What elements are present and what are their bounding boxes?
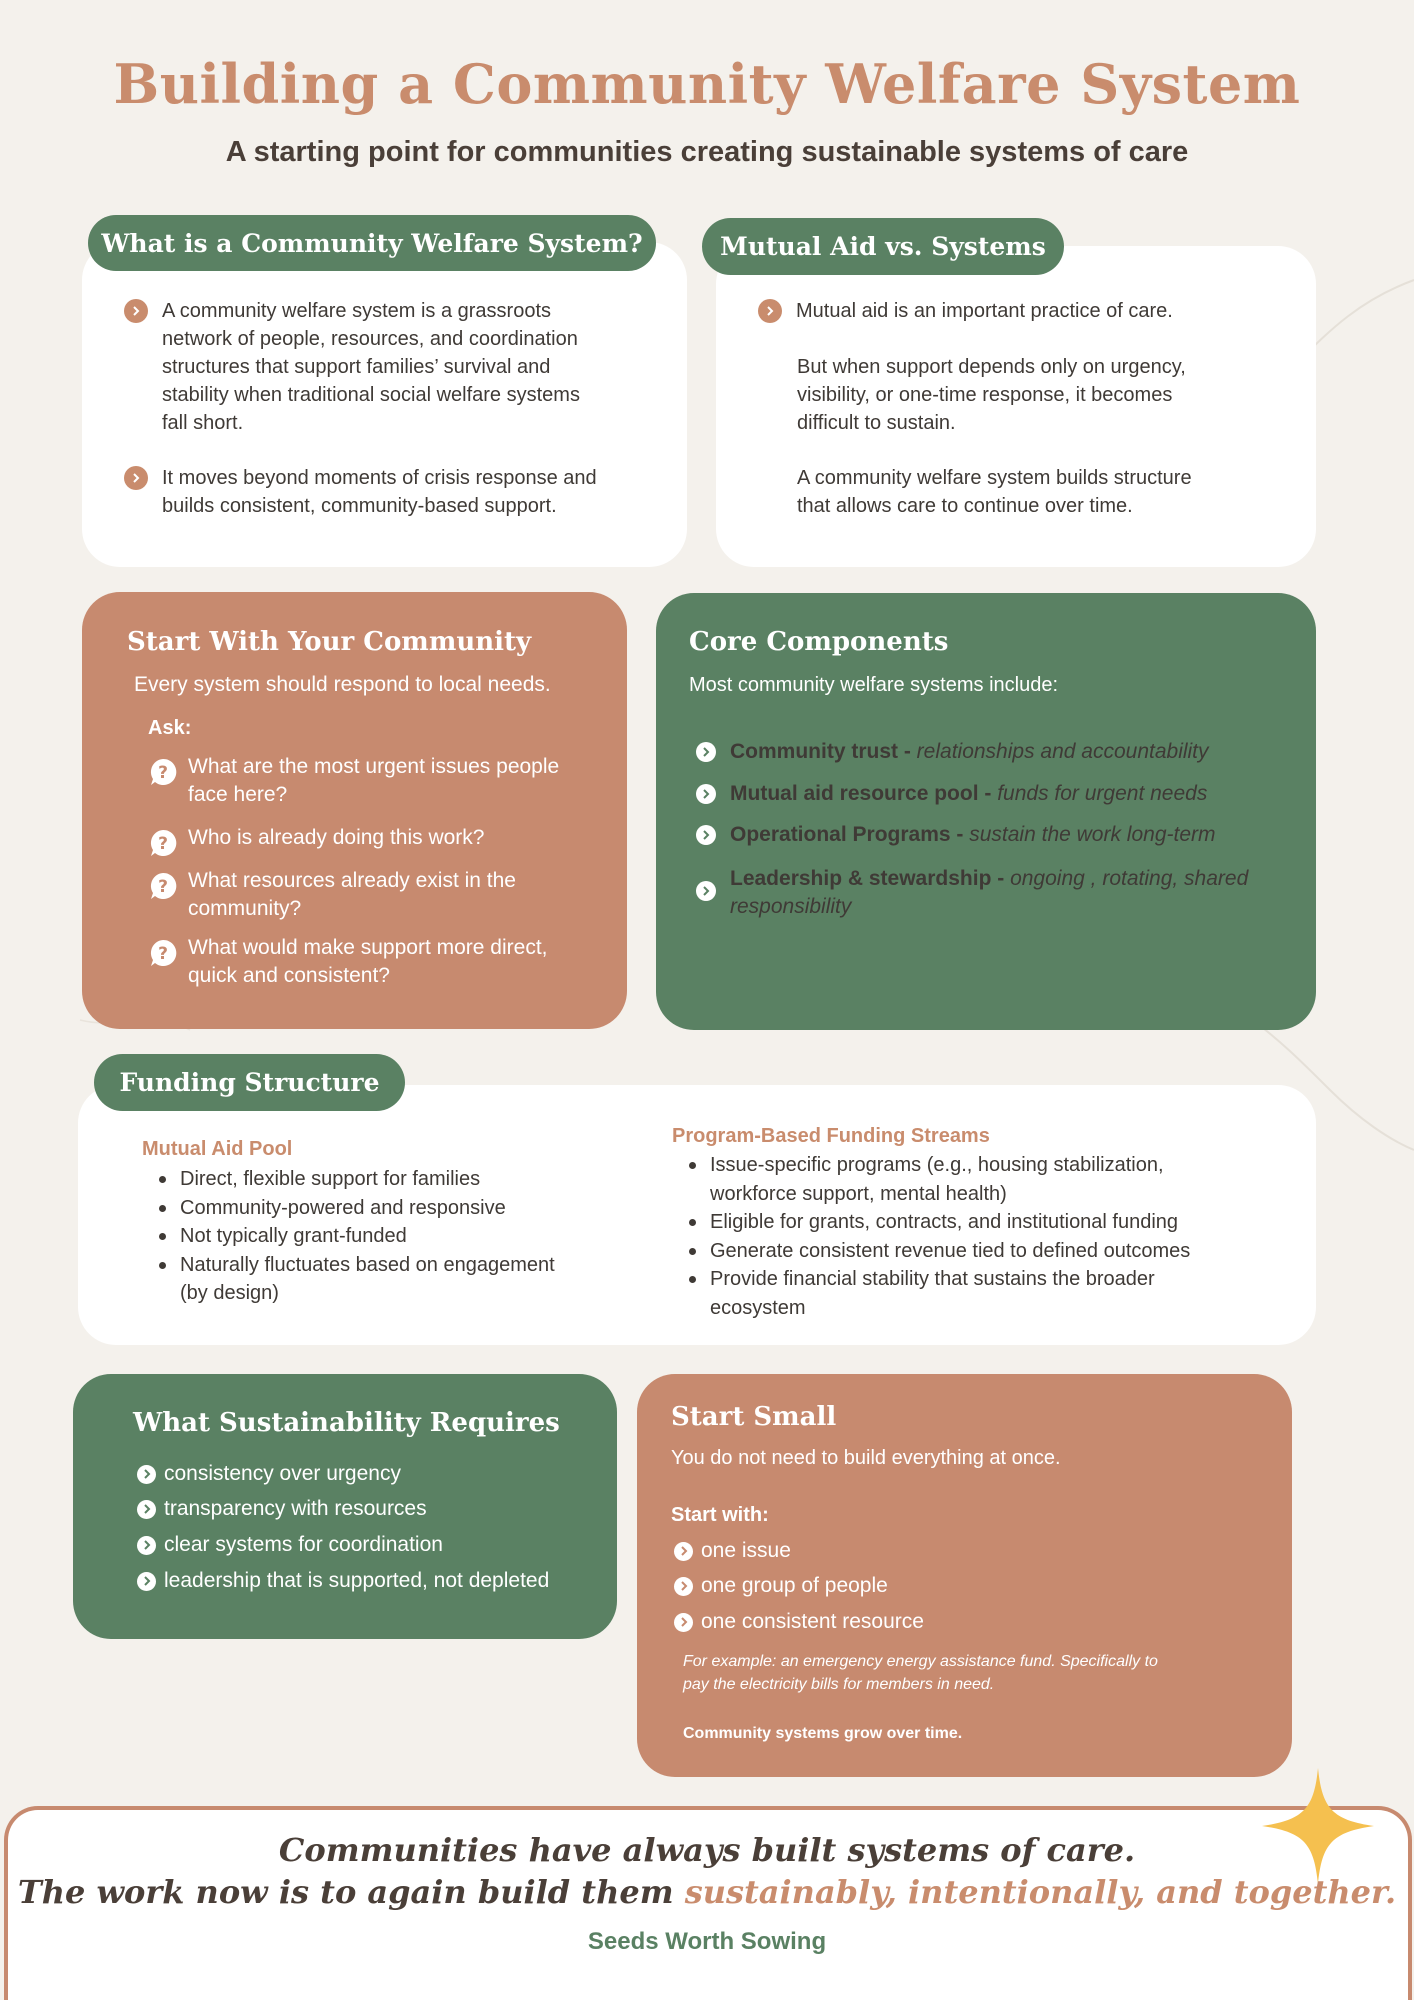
- core-item-1-label: Community trust -: [730, 740, 917, 763]
- what-is-bullet-1-text: A community welfare system is a grassroots network of people, resources, and coordination structures that support families’ survival and stability when traditional social welfare systems fall short.: [162, 300, 580, 434]
- core-components-intro: Most community welfare systems include:: [689, 674, 1059, 696]
- core-item-2-desc: funds for urgent needs: [997, 782, 1208, 805]
- chevron-right-icon: [137, 1465, 156, 1484]
- start-small-example: For example: an emergency energy assistance fund. Specifically to pay the electricity bills for members in need.: [683, 1653, 1158, 1693]
- list-item: Naturally fluctuates based on engagement (by design): [150, 1251, 620, 1308]
- sustain-item-3-text: clear systems for coordination: [164, 1533, 443, 1556]
- core-item-4: [696, 865, 1296, 921]
- footer-quote-line-1: Communities have always built systems of care.: [278, 1831, 1136, 1869]
- sustain-item-3: [137, 1531, 443, 1559]
- start-small-item-1: [674, 1537, 791, 1565]
- start-small-closing: Community systems grow over time.: [683, 1725, 963, 1742]
- start-small-item-3-text: one consistent resource: [701, 1610, 924, 1633]
- footer-quote-line-2: [0, 1873, 1414, 1911]
- start-small-item-2-text: one group of people: [701, 1574, 888, 1597]
- ask-label: Ask:: [148, 717, 192, 739]
- core-components-card: [656, 593, 1316, 1030]
- page-title: Building a Community Welfare System: [113, 52, 1301, 116]
- question-bubble-icon: [148, 871, 178, 909]
- core-item-1: [696, 738, 1296, 766]
- mutual-aid-heading: Mutual Aid vs. Systems: [702, 218, 1064, 275]
- mutual-aid-para2: But when support depends only on urgency, visibility, or one-time response, it becomes difficult to sustain.: [797, 356, 1186, 434]
- chevron-right-icon: [674, 1577, 693, 1596]
- question-1: [148, 753, 608, 809]
- program-funding-heading: Program-Based Funding Streams: [672, 1125, 990, 1147]
- mutual-aid-para3: A community welfare system builds structure that allows care to continue over time.: [797, 467, 1192, 517]
- chevron-right-icon: [758, 299, 782, 323]
- chevron-right-icon: [124, 466, 148, 490]
- what-is-bullet-2: [124, 464, 664, 520]
- core-item-1-desc: relationships and accountability: [916, 740, 1209, 763]
- start-small-intro: You do not need to build everything at once.: [671, 1447, 1061, 1469]
- sustain-item-4: [137, 1567, 549, 1595]
- chevron-right-icon: [137, 1572, 156, 1591]
- chevron-right-icon: [674, 1613, 693, 1632]
- sustain-item-2-text: transparency with resources: [164, 1497, 427, 1520]
- sustain-item-1: [137, 1460, 401, 1488]
- start-community-intro: Every system should respond to local needs.: [134, 673, 551, 696]
- list-item: Not typically grant-funded: [150, 1222, 620, 1251]
- chevron-right-icon: [696, 881, 716, 901]
- list-item: Community-powered and responsive: [150, 1194, 620, 1223]
- chevron-right-icon: [696, 784, 716, 804]
- start-small-item-2: [674, 1572, 888, 1600]
- chevron-right-icon: [124, 299, 148, 323]
- svg-text:?: ?: [158, 763, 168, 783]
- page-subtitle: A starting point for communities creating sustainable systems of care: [225, 136, 1189, 168]
- list-item: Generate consistent revenue tied to defined outcomes: [680, 1237, 1300, 1266]
- sustain-item-1-text: consistency over urgency: [164, 1462, 401, 1485]
- question-3-text: What resources already exist in the community?: [188, 869, 516, 920]
- start-small-item-1-text: one issue: [701, 1539, 791, 1562]
- program-funding-list: [680, 1151, 1300, 1322]
- mutual-aid-bullet: [758, 297, 1278, 325]
- question-3: [148, 867, 608, 923]
- core-item-3-label: Operational Programs -: [730, 823, 970, 846]
- footer-quote-accent: sustainably, intentionally, and together.: [684, 1873, 1397, 1911]
- what-is-heading: What is a Community Welfare System?: [88, 215, 656, 271]
- mutual-aid-pool-heading: Mutual Aid Pool: [142, 1138, 293, 1160]
- question-2: [148, 824, 608, 866]
- sustainability-heading: What Sustainability Requires: [133, 1408, 560, 1438]
- chevron-right-icon: [137, 1536, 156, 1555]
- question-4: [148, 934, 608, 990]
- core-item-3: [696, 821, 1296, 849]
- question-bubble-icon: [148, 938, 178, 976]
- funding-heading: Funding Structure: [94, 1054, 405, 1111]
- list-item: Issue-specific programs (e.g., housing stabilization, workforce support, mental health): [680, 1151, 1300, 1208]
- start-community-heading: Start With Your Community: [127, 627, 532, 657]
- question-2-text: Who is already doing this work?: [188, 826, 485, 849]
- sustain-item-2: [137, 1495, 427, 1523]
- chevron-right-icon: [696, 742, 716, 762]
- start-small-heading: Start Small: [671, 1402, 837, 1432]
- sustain-item-4-text: leadership that is supported, not depleted: [164, 1569, 550, 1592]
- list-item: Provide financial stability that sustains the broader ecosystem: [680, 1265, 1300, 1322]
- core-components-heading: Core Components: [689, 627, 949, 657]
- core-item-4-label: Leadership & stewardship -: [730, 867, 1011, 890]
- svg-text:?: ?: [158, 944, 168, 964]
- start-small-item-3: [674, 1608, 924, 1636]
- chevron-right-icon: [696, 825, 716, 845]
- mutual-aid-line1: Mutual aid is an important practice of care.: [796, 300, 1173, 322]
- core-item-2: [696, 780, 1296, 808]
- chevron-right-icon: [137, 1500, 156, 1519]
- what-is-bullet-1: [124, 297, 664, 437]
- question-1-text: What are the most urgent issues people face here?: [188, 755, 560, 806]
- question-4-text: What would make support more direct, quick and consistent?: [188, 936, 548, 987]
- chevron-right-icon: [674, 1542, 693, 1561]
- list-item: Direct, flexible support for families: [150, 1165, 620, 1194]
- what-is-bullet-2-text: It moves beyond moments of crisis response and builds consistent, community-based support.: [162, 467, 597, 517]
- brand-name: Seeds Worth Sowing: [587, 1928, 827, 1955]
- question-bubble-icon: [148, 757, 178, 795]
- footer-quote-line-2-start: The work now is to again build them: [17, 1873, 685, 1911]
- mutual-aid-pool-list: [150, 1165, 620, 1308]
- question-bubble-icon: [148, 828, 178, 866]
- svg-text:?: ?: [158, 877, 168, 897]
- core-item-4-desc: ongoing , rotating, shared: [1010, 867, 1249, 890]
- core-item-3-desc: sustain the work long-term: [969, 823, 1216, 846]
- list-item: Eligible for grants, contracts, and institutional funding: [680, 1208, 1300, 1237]
- core-item-4-desc-cont: responsibility: [730, 895, 852, 918]
- start-with-label: Start with:: [671, 1504, 769, 1526]
- svg-text:?: ?: [158, 834, 168, 854]
- core-item-2-label: Mutual aid resource pool -: [730, 782, 998, 805]
